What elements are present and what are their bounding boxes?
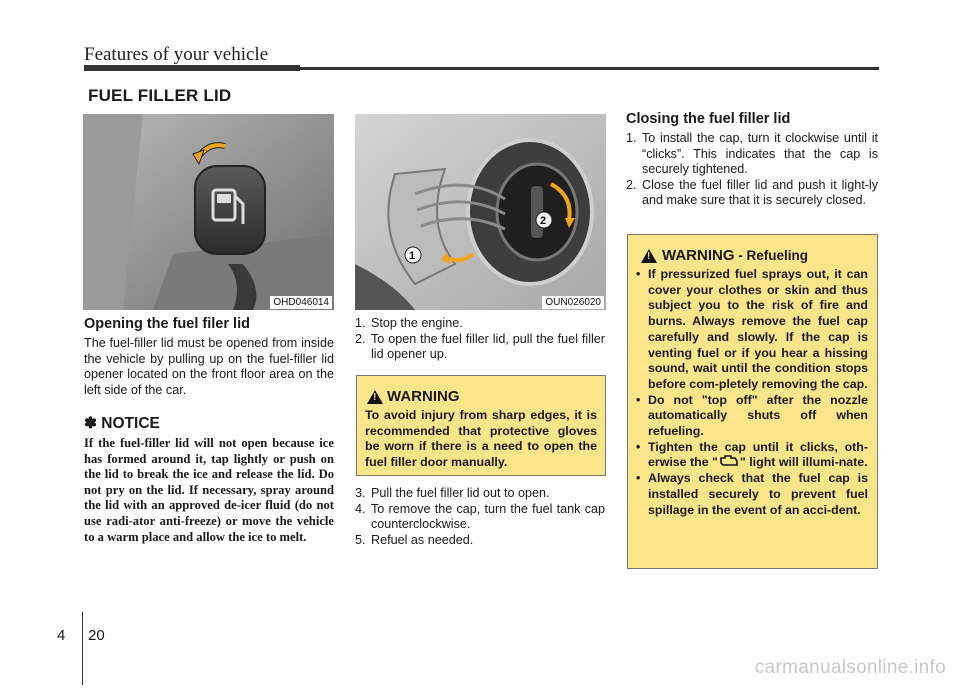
opener-lever-illustration <box>83 114 334 310</box>
chapter-number: 4 <box>57 627 66 644</box>
warning-heading: WARNING <box>387 388 460 405</box>
step-number: 1. <box>626 131 637 145</box>
running-header: Features of your vehicle <box>84 44 269 65</box>
list-item <box>355 486 605 502</box>
list-item: • Always check that the fuel cap is installed securely to prevent fuel spillage in the event of an acci-dent. <box>636 471 868 518</box>
svg-text:1: 1 <box>409 250 416 262</box>
warning-text: To avoid injury from sharp edges, it is recommended that protective gloves be worn if there is a need to open the fuel filler door manually. <box>365 408 597 470</box>
opener-lever-photo <box>83 114 334 310</box>
header-rule-accent <box>84 65 300 71</box>
list-item: • Do not "top off" after the nozzle automatically shuts off when refueling. <box>636 393 868 440</box>
warning-title: WARNING <box>662 247 735 264</box>
warning-box-gloves <box>356 375 606 476</box>
opening-text: The fuel-filler lid must be opened from inside the vehicle by pulling up on the fuel-filler lid opener located on the front floor area on the left side of the car. <box>84 336 334 397</box>
list-item <box>355 502 605 533</box>
open-steps-list <box>355 316 605 363</box>
image-caption: OHD046014 <box>270 296 332 309</box>
warning-box-refueling <box>627 234 878 569</box>
notice-heading: ✽ NOTICE <box>84 415 160 432</box>
footer-divider <box>82 612 83 685</box>
image-caption: OUN026020 <box>542 296 604 309</box>
notice-text: If the fuel-filler lid will not open because ice has formed around it, tap lightly or push on the lid to break the ice and release the lid. Do not pry on the lid. If necessary, spray around the lid with an approved de-icer fluid (do not use radi-ator anti-freeze) or move the vehicle to a warm place and allow the ice to melt. <box>84 436 334 544</box>
close-steps-list <box>626 131 878 209</box>
step-text: To install the cap, turn it clockwise until it “clicks”. This indicates that the cap is securely tightened. <box>642 131 878 177</box>
step-text: Close the fuel filler lid and push it light-ly and make sure that it is securely closed. <box>642 177 878 208</box>
opening-heading: Opening the fuel filer lid <box>84 316 250 332</box>
page-number: 20 <box>88 627 105 644</box>
list-item <box>355 332 605 363</box>
list-item: • If pressurized fuel sprays out, it can cover your clothes or skin and thus subject you to the risk of fire and burns. Always remove the fuel cap carefully and slowly. If the cap is venting fuel or if you hear a hissing sound, wait until the condition stops before com-pletely removing the cap. <box>636 267 868 393</box>
fuel-lid-illustration <box>355 114 606 310</box>
svg-text:2: 2 <box>540 215 547 227</box>
step-number: 2. <box>626 177 637 192</box>
step-text: Stop the engine. <box>371 316 463 330</box>
step-number: 2. <box>355 331 366 346</box>
step-text: To remove the cap, turn the fuel tank cap counterclockwise. <box>371 501 605 532</box>
warning-triangle-icon <box>367 390 383 404</box>
closing-heading: Closing the fuel filler lid <box>626 111 791 127</box>
open-fuel-lid-photo <box>355 114 606 310</box>
step-number: 4. <box>355 501 366 516</box>
section-title: FUEL FILLER LID <box>88 86 232 105</box>
list-item <box>636 440 868 471</box>
step-number: 3. <box>355 486 366 500</box>
item-text-end: " light will illumi-nate. <box>739 455 868 470</box>
list-item <box>355 316 605 332</box>
step-number: 1. <box>355 316 366 330</box>
warning-subtitle: - Refueling <box>734 248 808 263</box>
item-text-start: Tighten the cap until it clicks, oth-erwise the " <box>648 439 868 470</box>
warning-list <box>636 267 868 518</box>
refuel-steps-list <box>355 486 605 548</box>
step-text: Refuel as needed. <box>371 532 474 547</box>
list-item <box>626 178 878 209</box>
warning-triangle-icon <box>641 249 657 263</box>
list-item <box>355 533 605 549</box>
list-item <box>626 131 878 178</box>
warning-heading <box>662 247 808 264</box>
watermark: carmanualsonline.info <box>754 657 946 678</box>
engine-check-icon <box>718 455 740 467</box>
step-text: Pull the fuel filler lid out to open. <box>371 486 550 500</box>
step-number: 5. <box>355 532 366 547</box>
step-text: To open the fuel filler lid, pull the fuel filler lid opener up. <box>371 331 605 362</box>
